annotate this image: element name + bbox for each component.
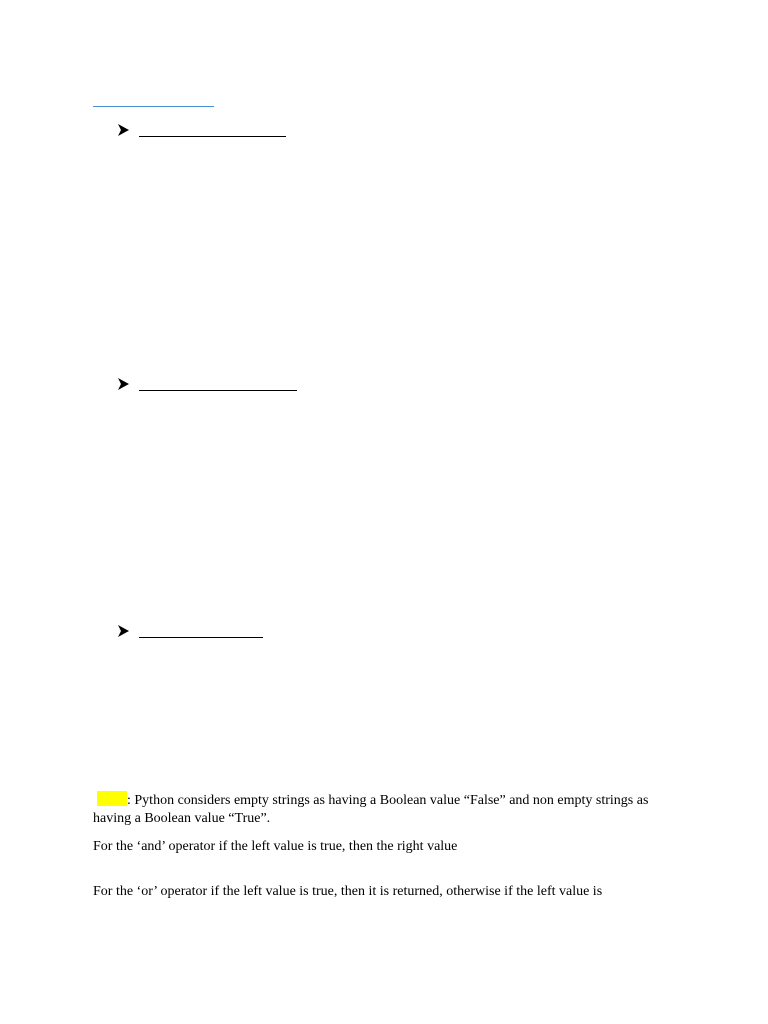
highlight-mark — [97, 791, 127, 806]
arrowhead-bullet-icon — [116, 123, 130, 137]
bullet-underline — [139, 136, 286, 137]
heading-underline — [93, 106, 214, 107]
bullet-underline — [139, 637, 263, 638]
bullet-underline — [139, 390, 297, 391]
and-operator-paragraph: For the ‘and’ operator if the left value is true, then the right value — [93, 839, 458, 854]
note-paragraph — [93, 791, 673, 828]
or-operator-paragraph: For the ‘or’ operator if the left value is true, then it is returned, otherwise if the left value is — [93, 884, 603, 899]
note-text: : Python considers empty strings as having a Boolean value “False” and non empty strings as having a Boolean value “True”. — [93, 793, 649, 826]
arrowhead-bullet-icon — [116, 624, 130, 638]
arrowhead-bullet-icon — [116, 377, 130, 391]
